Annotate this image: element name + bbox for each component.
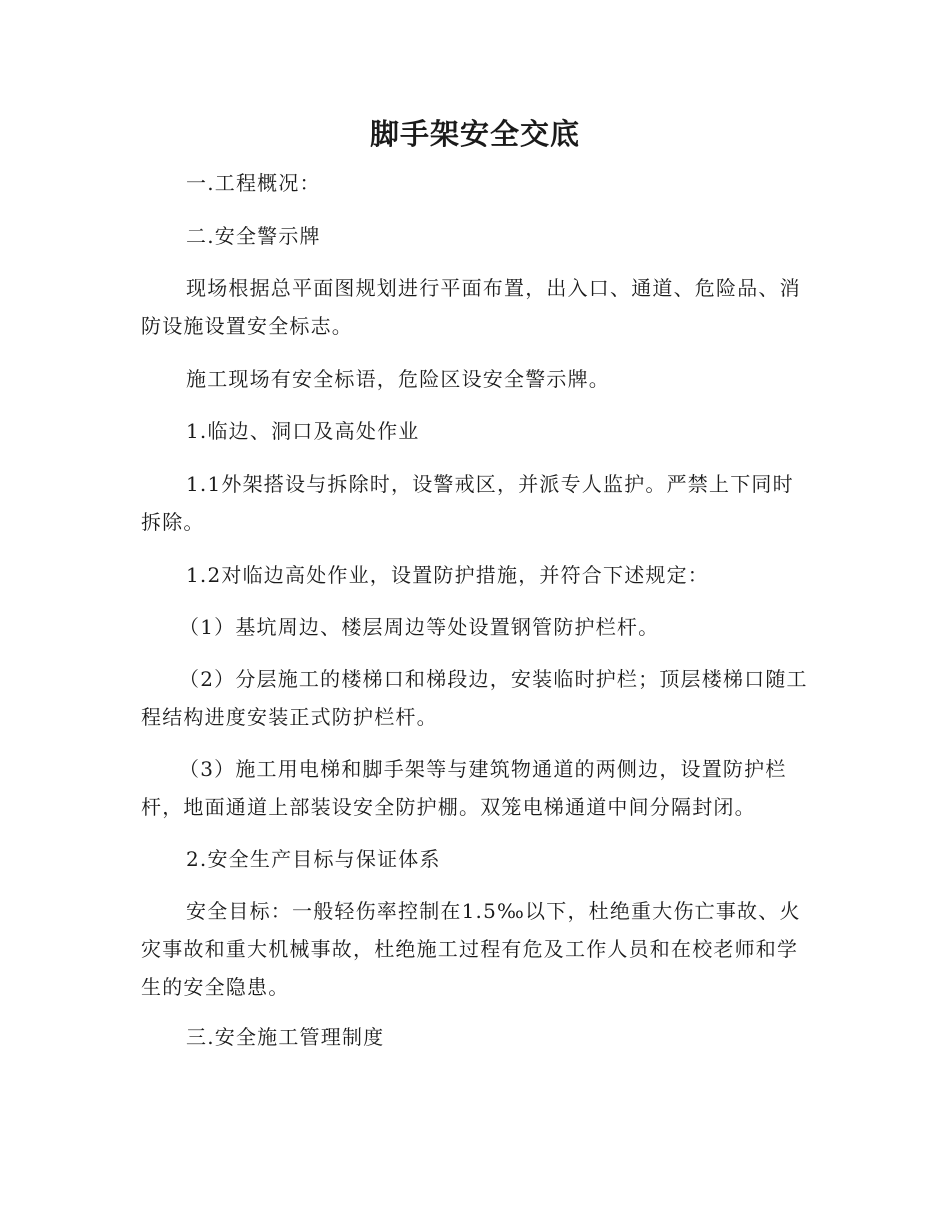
paragraph-1-2-edge-protection: 1.2对临边高处作业，设置防护措施，并符合下述规定： — [186, 563, 710, 587]
list-item-3: （3）施工用电梯和脚手架等与建筑物通道的两侧边，设置防护栏杆，地面通道上部装设安全防护棚。双笼电梯通道中间分隔封闭。 — [141, 757, 787, 819]
paragraph-safety-target: 安全目标：一般轻伤率控制在1.5‰以下，杜绝重大伤亡事故、火灾事故和重大机械事故，杜绝施工过程有危及工作人员和在校老师和学生的安全隐患。 — [141, 899, 801, 999]
list-item-1: （1）基坑周边、楼层周边等处设置钢管防护栏杆。 — [179, 615, 660, 639]
section-heading-safety-management: 三.安全施工管理制度 — [186, 1025, 385, 1049]
heading-safety-targets: 2.安全生产目标与保证体系 — [186, 847, 441, 871]
heading-edge-and-height-work: 1.临边、洞口及高处作业 — [186, 419, 420, 443]
paragraph-site-layout: 现场根据总平面图规划进行平面布置，出入口、通道、危险品、消防设施设置安全标志。 — [141, 276, 801, 338]
section-heading-project-overview: 一.工程概况： — [186, 171, 321, 195]
paragraph-safety-slogans: 施工现场有安全标语，危险区设安全警示牌。 — [186, 367, 610, 391]
paragraph-1-1-scaffold-erection: 1.1外架搭设与拆除时，设警戒区，并派专人监护。严禁上下同时拆除。 — [141, 472, 794, 534]
document-title: 脚手架安全交底 — [369, 117, 580, 151]
list-item-2: （2）分层施工的楼梯口和梯段边，安装临时护栏；顶层楼梯口随工程结构进度安装正式防护栏杆。 — [141, 667, 808, 729]
section-heading-safety-signs: 二.安全警示牌 — [186, 224, 321, 248]
